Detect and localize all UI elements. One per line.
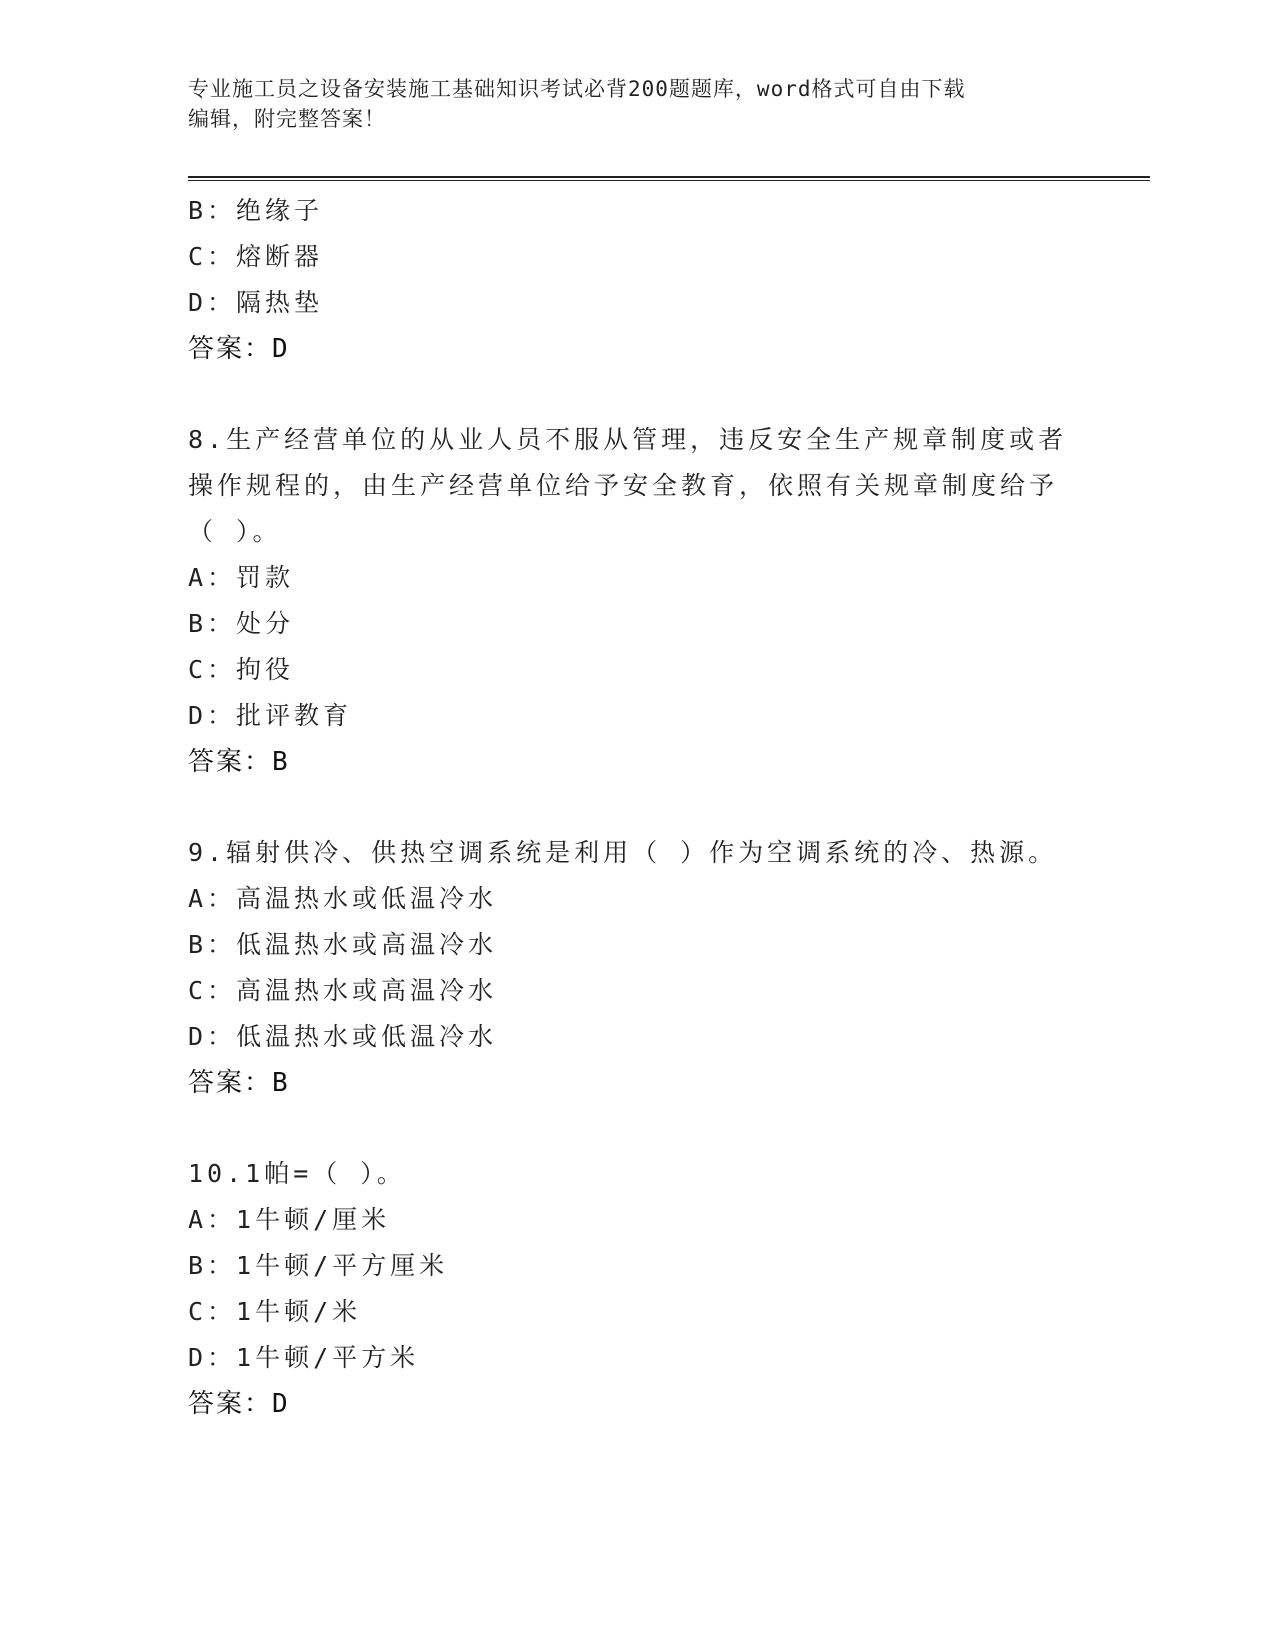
answer-line: 答案：B — [188, 747, 290, 777]
option-b: B：低温热水或高温冷水 — [188, 930, 498, 959]
option-b: B：1牛顿/平方厘米 — [188, 1251, 449, 1280]
question-list — [188, 188, 1068, 1427]
option-d: D：批评教育 — [188, 701, 353, 730]
question-stem-line: 9.辐射供冷、供热空调系统是利用（ ）作为空调系统的冷、热源。 — [188, 838, 1058, 867]
option-d: D：1牛顿/平方米 — [188, 1343, 420, 1372]
header-title-line-2: 编辑，附完整答案！ — [188, 107, 386, 131]
option-d: D：隔热垫 — [188, 288, 324, 317]
question-9 — [188, 830, 1068, 1106]
option-a: A：罚款 — [188, 563, 295, 592]
option-d: D：低温热水或低温冷水 — [188, 1022, 498, 1051]
option-c: C：拘役 — [188, 655, 295, 684]
option-a: A：1牛顿/厘米 — [188, 1205, 391, 1234]
option-c: C：熔断器 — [188, 242, 324, 271]
answer-line: 答案：B — [188, 1068, 290, 1098]
page-header — [188, 74, 1068, 134]
option-b: B：绝缘子 — [188, 196, 324, 225]
question-stem-line: 操作规程的，由生产经营单位给予安全教育，依照有关规章制度给予 — [188, 471, 1059, 500]
header-divider — [188, 176, 1150, 181]
question-8 — [188, 417, 1068, 785]
option-c: C：高温热水或高温冷水 — [188, 976, 498, 1005]
header-title-line-1: 专业施工员之设备安装施工基础知识考试必背200题题库，word格式可自由下载 — [188, 77, 966, 101]
question-10 — [188, 1151, 1068, 1427]
option-a: A：高温热水或低温冷水 — [188, 884, 498, 913]
question-stem-line: 8.生产经营单位的从业人员不服从管理，违反安全生产规章制度或者 — [188, 425, 1068, 454]
answer-line: 答案：D — [188, 334, 290, 364]
question-stem-line: 10.1帕=（ ）。 — [188, 1159, 406, 1188]
answer-line: 答案：D — [188, 1389, 290, 1419]
option-c: C：1牛顿/米 — [188, 1297, 362, 1326]
question-stem-line: （ ）。 — [188, 517, 282, 546]
option-b: B：处分 — [188, 609, 295, 638]
question-7-tail — [188, 188, 1068, 372]
